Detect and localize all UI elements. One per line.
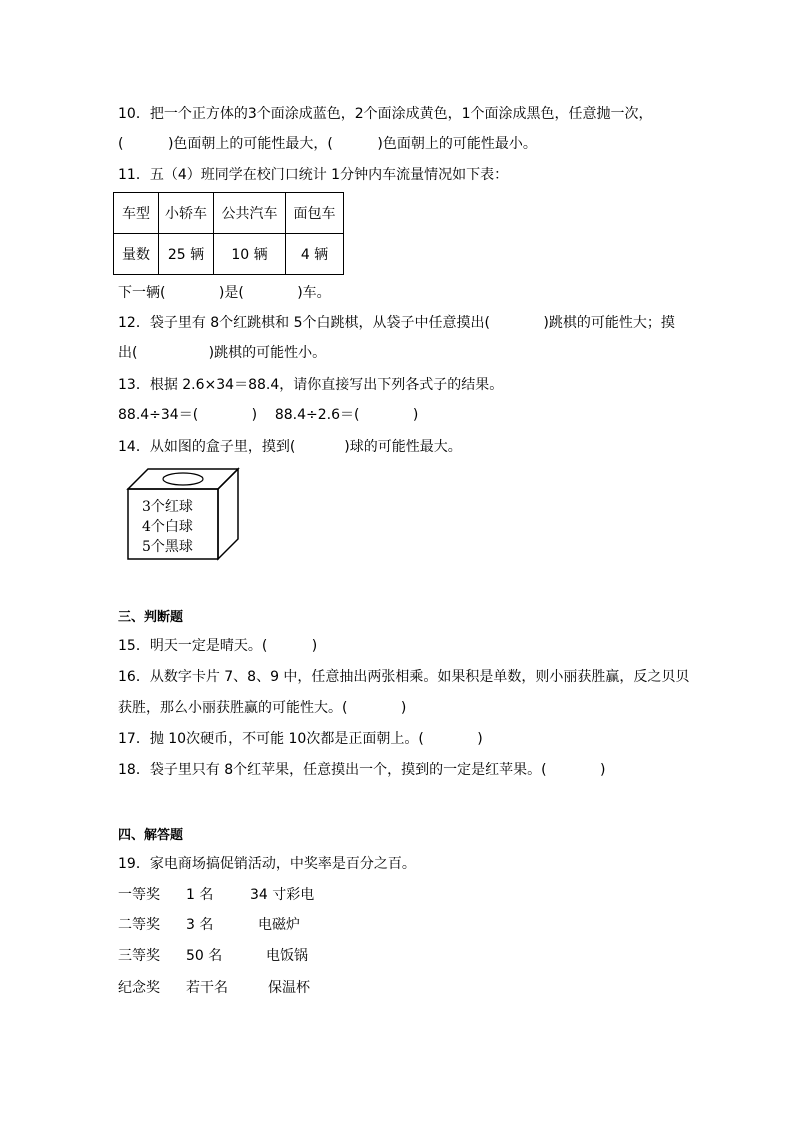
prize-item: 保温杯 [268, 980, 310, 996]
table-cell: 面包车 [286, 193, 344, 234]
q10-line1: 10．把一个正方体的3个面涂成蓝色，2个面涂成黄色，1个面涂成黑色，任意抛一次， [118, 106, 653, 122]
q14-line1: 14．从如图的盒子里，摸到( )球的可能性最大。 [118, 439, 462, 455]
prize-item: 34 寸彩电 [250, 887, 315, 903]
prize-item: 电磁炉 [258, 917, 300, 933]
q11-after: 下一辆( )是( )车。 [118, 285, 331, 301]
section3-title: 三、判断题 [118, 610, 184, 625]
table-cell: 量数 [114, 234, 159, 275]
q12-line1: 12．袋子里有 8个红跳棋和 5个白跳棋，从袋子中任意摸出( )跳棋的可能性大；摸 [118, 315, 675, 331]
q17: 17．抛 10次硬币，不可能 10次都是正面朝上。( ) [118, 731, 483, 747]
q13-line2: 88.4÷34＝( ) 88.4÷2.6＝( ) [118, 407, 419, 423]
table-header-row [114, 193, 344, 234]
prize-count: 50 名 [186, 948, 223, 964]
q12-line2: 出( )跳棋的可能性小。 [118, 345, 327, 361]
traffic-table [113, 192, 344, 275]
table-cell: 小轿车 [159, 193, 214, 234]
ball-box-labels [142, 497, 212, 557]
table-cell: 4 辆 [286, 234, 344, 275]
table-cell: 车型 [114, 193, 159, 234]
table-cell: 25 辆 [159, 234, 214, 275]
prize-level: 二等奖 [118, 917, 160, 933]
prize-item: 电饭锅 [266, 948, 308, 964]
prize-level: 纪念奖 [118, 980, 160, 996]
table-row [114, 234, 344, 275]
q18: 18．袋子里只有 8个红苹果，任意摸出一个，摸到的一定是红苹果。( ) [118, 762, 606, 778]
table-cell: 公共汽车 [214, 193, 286, 234]
box-line: 4个白球 [142, 519, 193, 535]
q15: 15．明天一定是晴天。( ) [118, 638, 318, 654]
prize-count: 1 名 [186, 887, 214, 903]
q16-line2: 获胜，那么小丽获胜赢的可能性大。( ) [118, 700, 407, 716]
prize-count: 若干名 [186, 980, 228, 996]
section4-title: 四、解答题 [118, 828, 184, 843]
q13-line1: 13．根据 2.6×34＝88.4，请你直接写出下列各式子的结果。 [118, 377, 504, 393]
prize-level: 一等奖 [118, 887, 160, 903]
q16-line1: 16．从数字卡片 7、8、9 中，任意抽出两张相乘。如果积是单数，则小丽获胜赢，反之贝贝 [118, 669, 690, 685]
table-cell: 10 辆 [214, 234, 286, 275]
q11-line1: 11．五（4）班同学在校门口统计 1分钟内车流量情况如下表： [118, 167, 509, 183]
q10-line2: ( )色面朝上的可能性最大，( )色面朝上的可能性最小。 [118, 136, 537, 152]
prize-count: 3 名 [186, 917, 214, 933]
prize-row [118, 978, 310, 1058]
q19: 19．家电商场搞促销活动，中奖率是百分之百。 [118, 856, 416, 872]
prize-level: 三等奖 [118, 948, 160, 964]
box-line: 3个红球 [142, 499, 193, 515]
box-line: 5个黑球 [142, 539, 193, 555]
